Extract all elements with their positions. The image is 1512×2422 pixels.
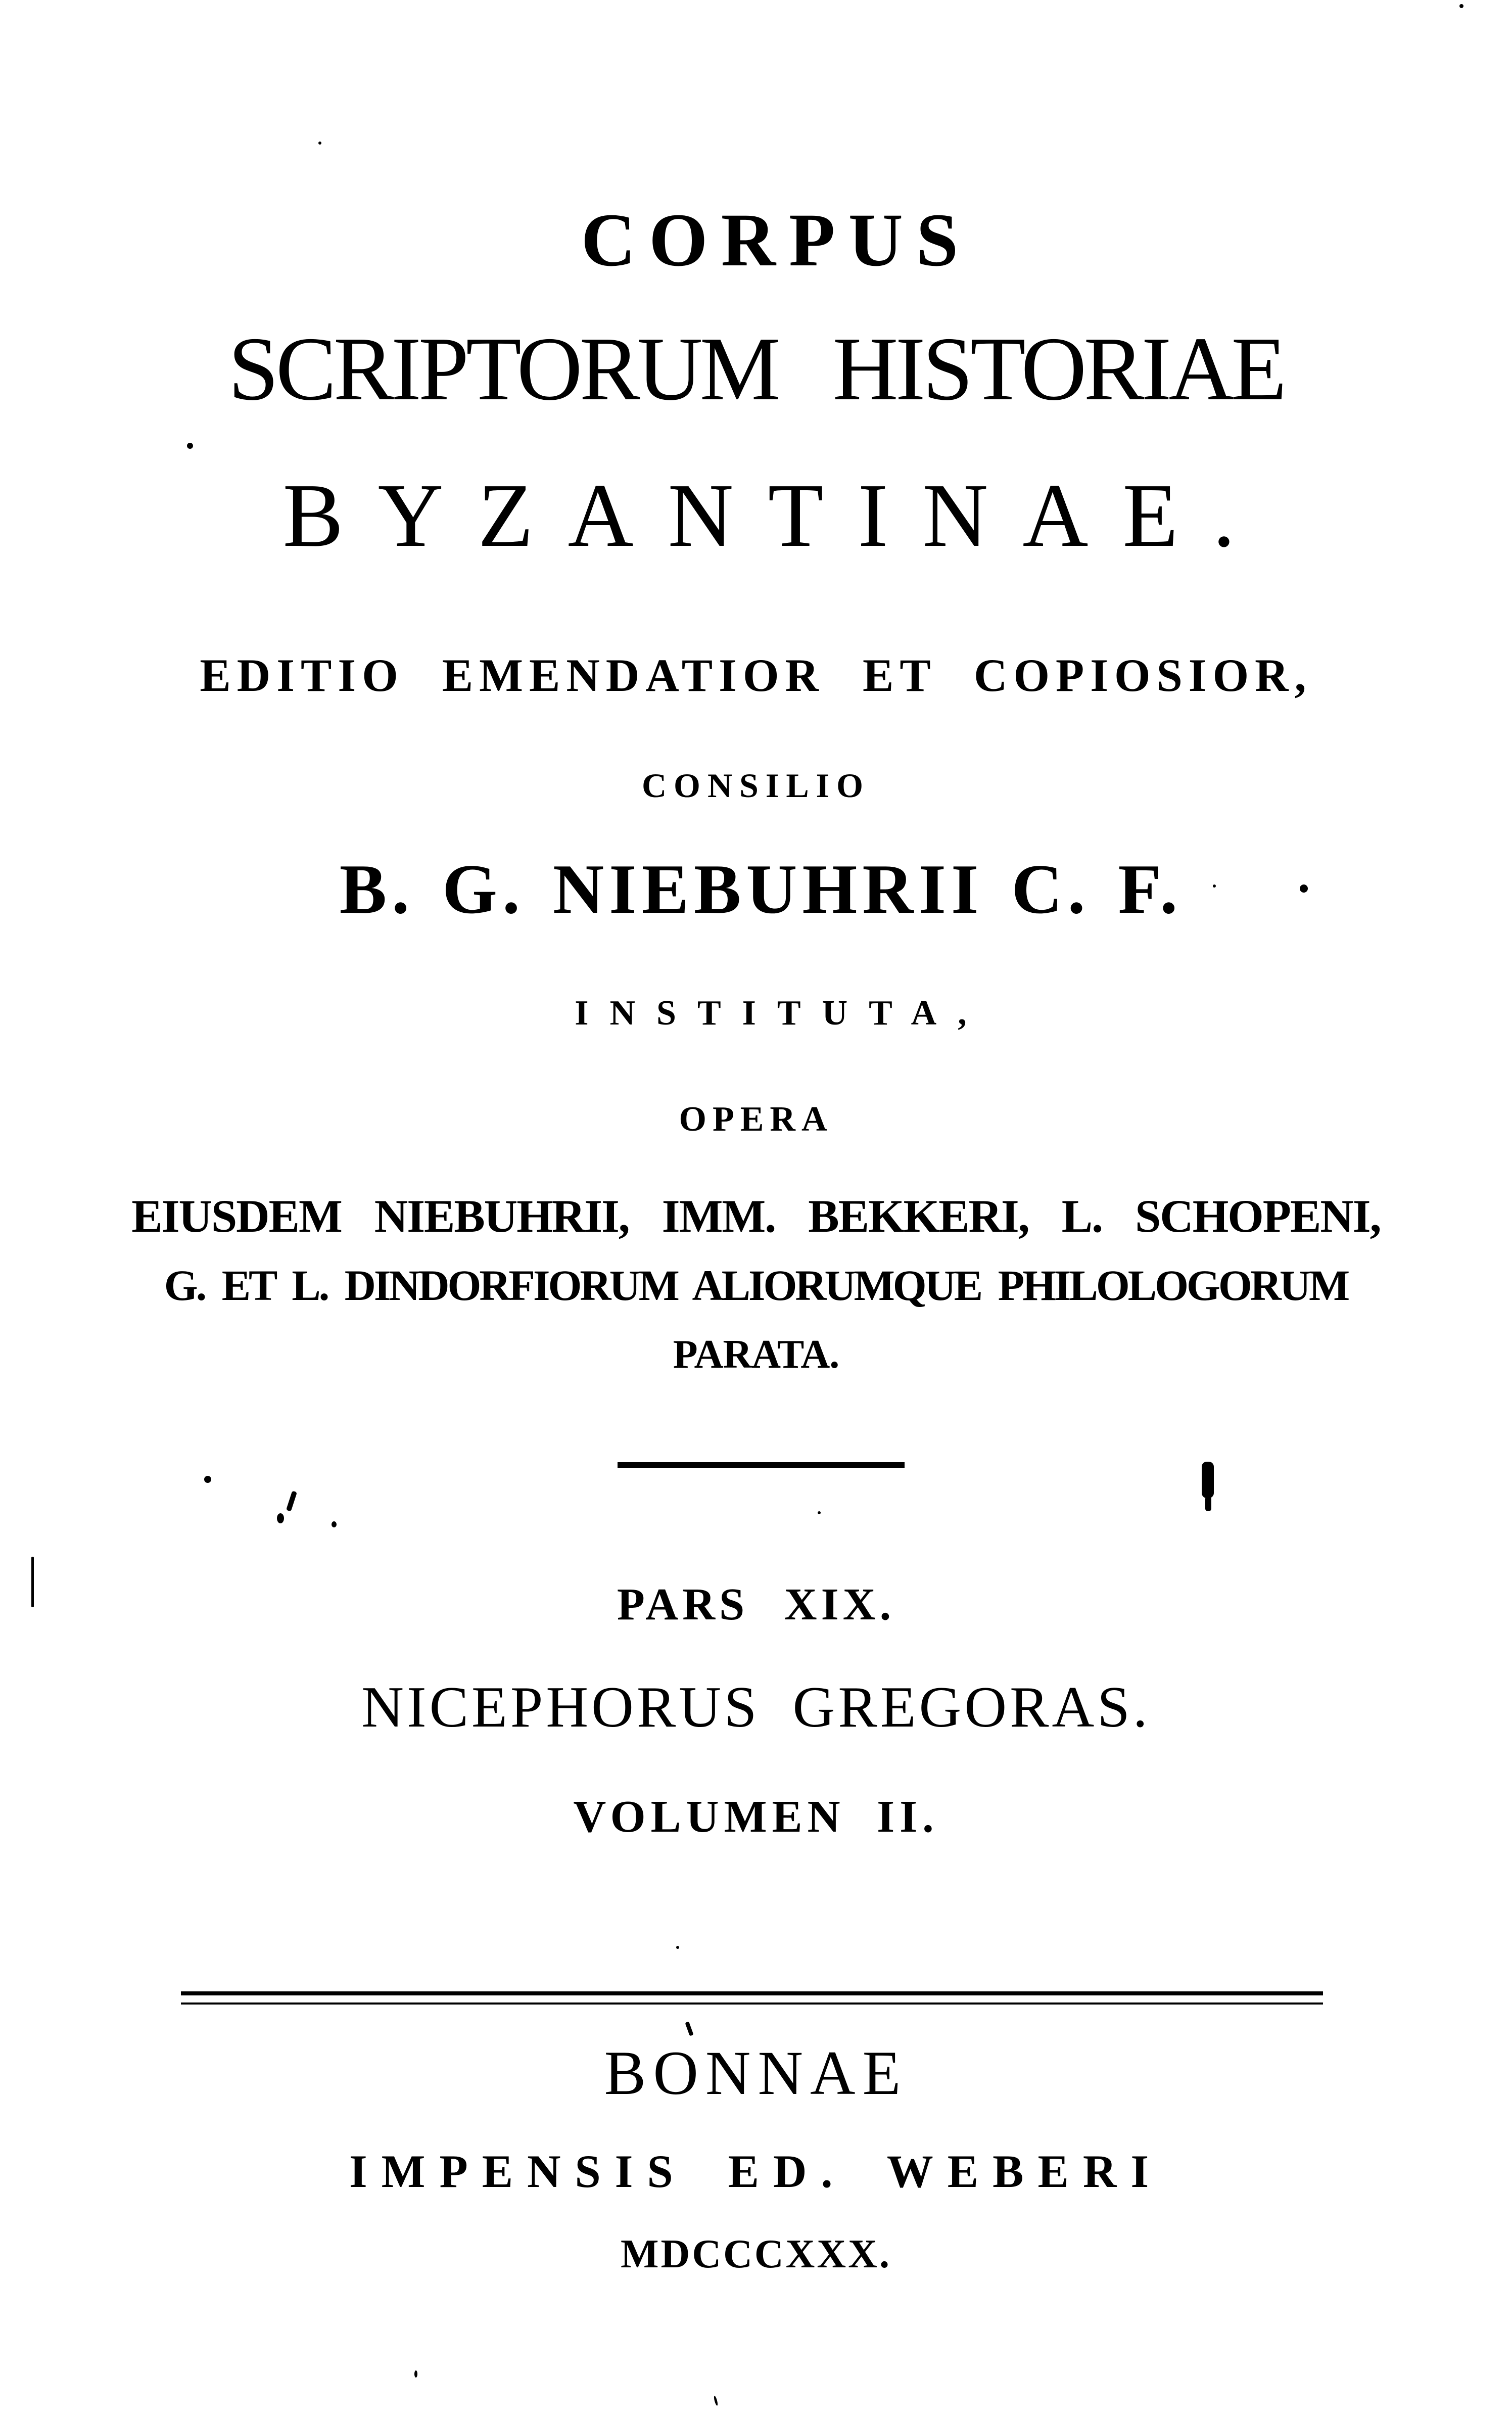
scan-speck: [204, 1476, 211, 1483]
volume-number: VOLUMEN II.: [573, 1792, 939, 1842]
scan-speck: [1459, 4, 1463, 8]
imprint-year: MDCCCXXX.: [621, 2232, 891, 2276]
editors-line-1: EIUSDEM NIEBUHRII, IMM. BEKKERI, L. SCHOPENI,: [131, 1190, 1381, 1242]
opera-line: OPERA: [679, 1100, 833, 1139]
editors-line-2: G. ET L. DINDORFIORUM ALIORUMQUE PHILOLOGORUM: [164, 1261, 1348, 1310]
scan-speck: [685, 2021, 693, 2036]
series-title-scriptorum: SCRIPTORUM HISTORIAE: [228, 318, 1284, 419]
imprint-divider-rule-thick: [181, 1991, 1323, 1995]
scan-speck: [1205, 1496, 1211, 1511]
series-title-byzantinae: BYZANTINAE.: [282, 465, 1270, 566]
imprint-place: BONNAE: [604, 2038, 908, 2108]
instituta-line: INSTITUTA,: [575, 994, 988, 1033]
scan-speck: [676, 1946, 679, 1949]
author-title: NICEPHORUS GREGORAS.: [361, 1675, 1151, 1740]
scan-speck: [818, 1511, 821, 1514]
scan-speck: [332, 1521, 337, 1527]
scan-speck: [31, 1557, 34, 1607]
scan-speck: [1300, 884, 1308, 893]
short-divider-rule: [618, 1462, 905, 1468]
scan-speck: [713, 2396, 718, 2406]
scan-speck: [1213, 884, 1216, 888]
scan-speck: [277, 1513, 284, 1523]
part-number: PARS XIX.: [617, 1579, 895, 1629]
edition-statement: EDITIO EMENDATIOR ET COPIOSIOR,: [200, 649, 1312, 701]
scan-speck: [1202, 1462, 1214, 1498]
imprint-publisher: IMPENSIS ED. WEBERI: [349, 2146, 1163, 2197]
founder-name: B. G. NIEBUHRII C. F.: [339, 850, 1183, 928]
scan-speck: [318, 142, 321, 145]
consilio-line: CONSILIO: [641, 766, 871, 805]
imprint-divider-rule-thin: [181, 2002, 1323, 2005]
scan-speck: [286, 1491, 297, 1511]
scan-speck: [414, 2370, 417, 2378]
parata-line: PARATA.: [673, 1332, 839, 1377]
scan-speck: [187, 443, 193, 449]
series-title-corpus: CORPUS: [581, 198, 972, 282]
